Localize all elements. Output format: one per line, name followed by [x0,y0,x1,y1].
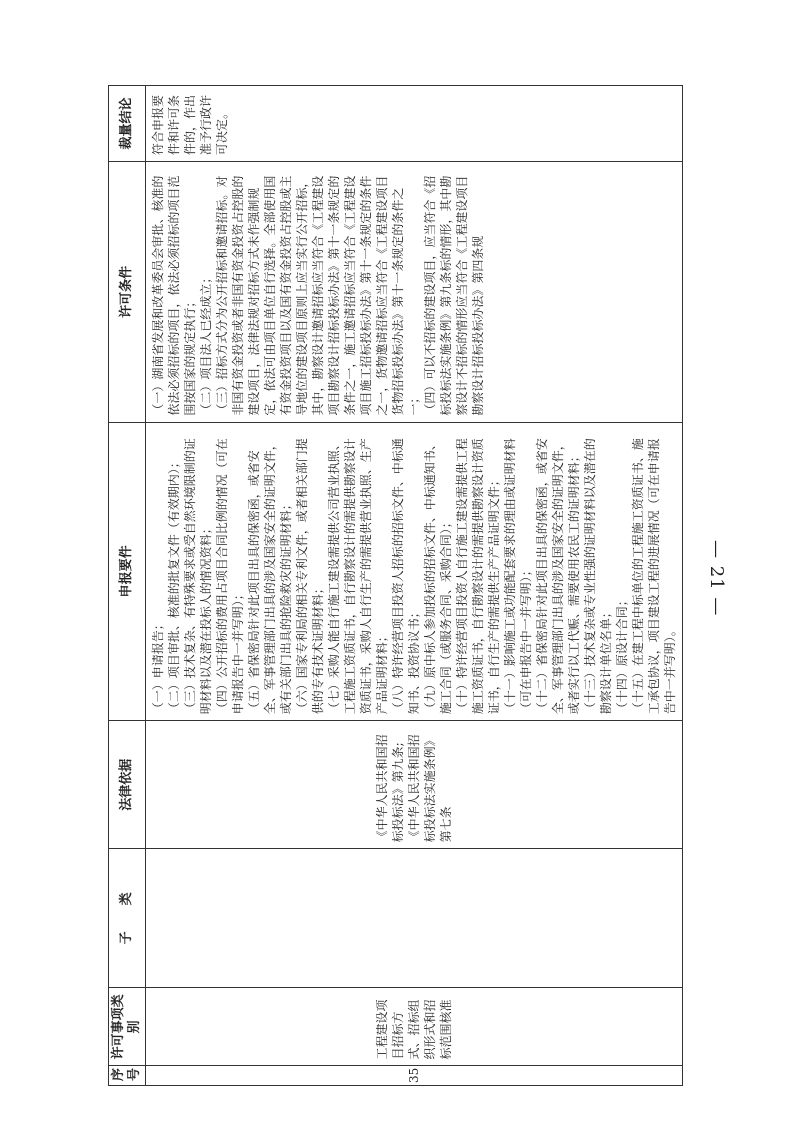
application-item: （四）公开招标的费用占项目合同比例的情况（可在申请报告中一并写明）； [215,438,245,715]
header-sub: 子 类 [109,849,146,988]
application-item: （八）特许经营项目投资人招标的招标文件、中标通知书、投资协议书； [391,438,421,715]
condition-item: （二）项目法人已经成立； [199,271,213,416]
condition-item: （三）招标方式分为公开招标和邀请招标。对非国有资金投资或者非国有资金投资占控股的建设项目，法律法规对招标方式未作强制规定，依法可由项目单位自行选择。全部使用国有资金投资项目以及国有资金投资占控股或主导地位的建设项目原则上应当实行公开招标，其中，勘察设计邀请招标应当符合《工程建设项目勘察设计招标投标办法》第十一条规定的条件之一，施工邀请招标应当符合《工程建设项目施工招标投标办法》第十一条规定的条件之一，货物邀请招标应当符合《工程建设项目货物招标投标办法》第十一条规定的条件之一； [215,175,421,416]
condition-item: （一）湖南省发展和改革委员会审批、核准的依法必须招标的项目，依法必须招标的项目范围按国家的规定执行； [151,175,197,416]
header-no: 序号 [109,1066,146,1086]
row-application [146,422,683,721]
application-item: （一）申请报告； [151,618,165,715]
application-item: （二）项目审批、核准的批复文件（有效期内）； [167,456,181,715]
row-no: 35 [146,1066,683,1086]
row-sub [146,849,683,988]
header-conditions: 许可条件 [109,162,146,423]
header-row [109,86,146,1086]
table-row [146,86,683,1086]
condition-item: （四）可以不招标的建设项目，应当符合《招标投标法实施条例》第九条标的情形，其中勘察设计不招标的情形应当符合《工程建设项目勘察设计招标投标办法》第四条规 [423,175,485,416]
permit-table [108,85,683,1086]
application-item: （三）技术复杂、有特殊要求或受自然环境限制的证明材料以及潜在投标人的情况资料； [183,438,213,715]
application-item: （五）省保密局针对此项目出具的保密函，或省安全、军事管理部门出具的涉及国家安全的证明文件，或有关部门出具的抢险救灾的证明材料； [247,438,293,715]
application-item: （十一）影响施工或功能配套要求的理由或证明材料（可在申报告中一并写明）； [503,438,533,715]
header-legal-basis: 法律依据 [109,721,146,849]
application-item: （十四）原设计合同； [615,594,629,715]
header-category: 许可事项类别 [109,988,146,1066]
page-number: — 21 — [706,540,727,617]
row-result: 符合申报要件和许可条件的，作出准予行政许可决定。 [146,86,683,162]
row-conditions [146,162,683,423]
application-item: （六）国家专利局的相关专利文件，或者相关部门提供的专有技术证明材料； [295,438,325,715]
application-item: （十三）技术复杂或专业性强的证明材料以及潜在的勘察设计单位名单； [583,438,613,715]
application-item: （十二）省保密局针对此项目出具的保密函，或省安全、军事管理部门出具的涉及国家安全的证明文件，或者实行以工代赈、需要使用农民工的证明材料； [535,438,581,715]
rotated-page [108,85,675,1086]
header-result: 裁量结论 [109,86,146,162]
row-category: 工程建设项目招标方式、招标组织形式和招标范围核准 [146,988,683,1066]
header-application: 申报要件 [109,422,146,721]
application-item: （七）采购人能自行施工建设需提供公司营业执照、工程施工资质证书，自行勘察设计的需提供勘察设计资质证书，采购人自行生产的需提供营业执照、生产产品证明材料； [327,438,389,715]
row-legal-basis: 《中华人民共和国招标投标法》第九条;《中华人民共和国招标投标法实施条例》第七条 [146,721,683,849]
application-item: （十五）在建工程中标单位的工程施工资质证书、施工承包协议，项目建设工程的进展情况（可在申请报告中一并写明）。 [631,438,677,715]
application-item: （十）特许经营项目投资人自行施工建设需提供工程施工资质证书，自行勘察设计的需提供勘察设计资质证书，自行生产的需提供生产产品证明文件； [455,438,501,715]
application-item: （九）原中标人参加投标的招标文件、中标通知书、施工合同（或服务合同、采购合同）； [423,438,453,715]
